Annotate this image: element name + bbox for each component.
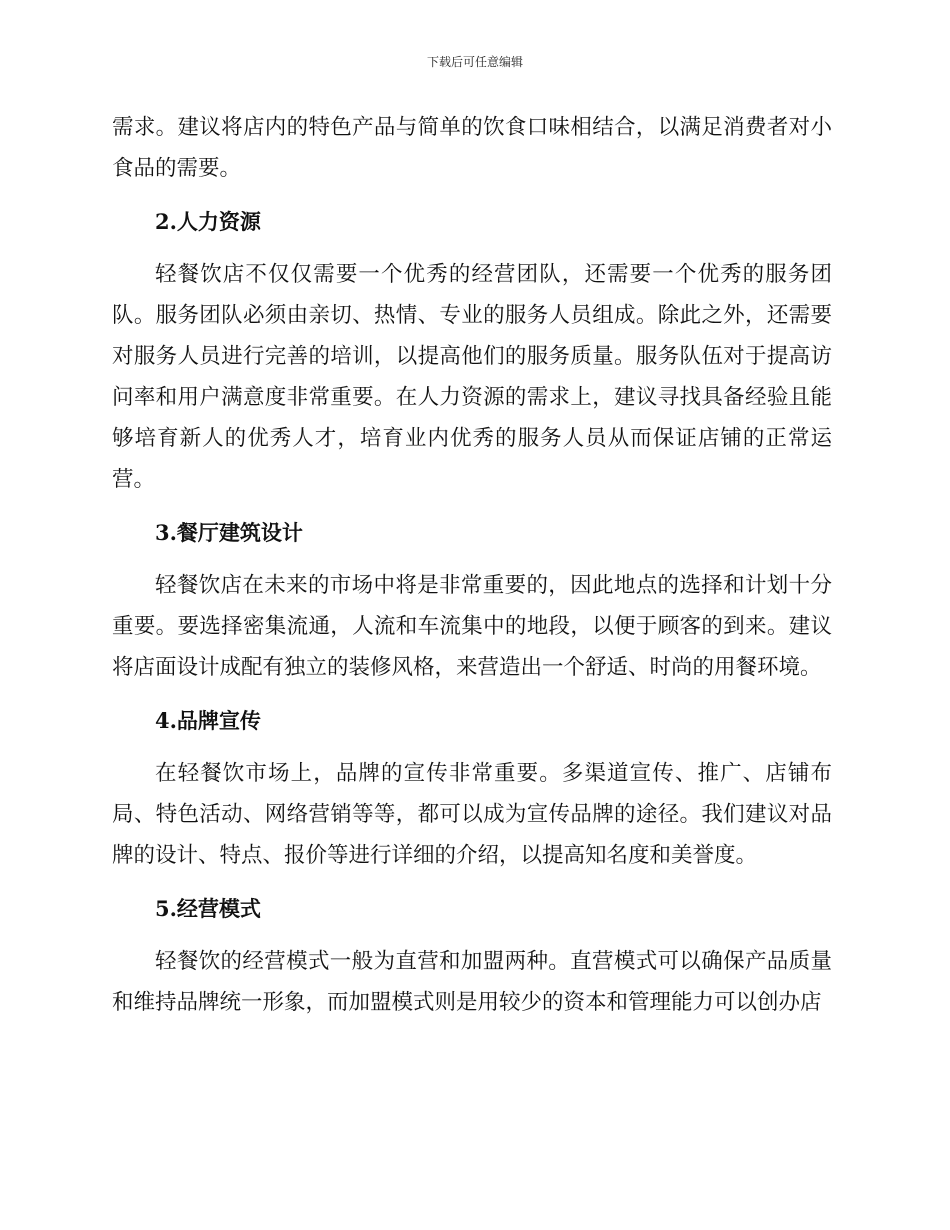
paragraph-restaurant-design: 轻餐饮店在未来的市场中将是非常重要的，因此地点的选择和计划十分重要。要选择密集流通，人流和车流集中的地段，以便于顾客的到来。建议将店面设计成配有独立的装修风格，来营造出一个舒适、时尚的用餐环境。 xyxy=(112,573,832,680)
paragraph-brand-promotion: 在轻餐饮市场上，品牌的宣传非常重要。多渠道宣传、推广、店铺布局、特色活动、网络营销等等，都可以成为宣传品牌的途径。我们建议对品牌的设计、特点、报价等进行详细的介绍，以提高知名度和美誉度。 xyxy=(112,761,832,868)
paragraph-business-model: 轻餐饮的经营模式一般为直营和加盟两种。直营模式可以确保产品质量和维持品牌统一形象，而加盟模式则是用较少的资本和管理能力可以创办店 xyxy=(112,949,832,1015)
page-header: 下载后可任意编辑 xyxy=(426,55,523,69)
section-heading-human-resources: 2.人力资源 xyxy=(155,209,261,234)
section-heading-restaurant-design: 3.餐厅建筑设计 xyxy=(155,520,303,545)
section-heading-brand-promotion: 4.品牌宣传 xyxy=(155,708,261,733)
paragraph-continuation: 需求。建议将店内的特色产品与简单的饮食口味相结合，以满足消费者对小食品的需要。 xyxy=(112,115,832,181)
document-body xyxy=(112,107,832,1023)
section-heading-business-model: 5.经营模式 xyxy=(155,896,261,921)
paragraph-human-resources: 轻餐饮店不仅仅需要一个优秀的经营团队，还需要一个优秀的服务团队。服务团队必须由亲切、热情、专业的服务人员组成。除此之外，还需要对服务人员进行完善的培训，以提高他们的服务质量。服务队伍对于提高访问率和用户满意度非常重要。在人力资源的需求上，建议寻找具备经验且能够培育新人的优秀人才，培育业内优秀的服务人员从而保证店铺的正常运营。 xyxy=(112,262,832,492)
